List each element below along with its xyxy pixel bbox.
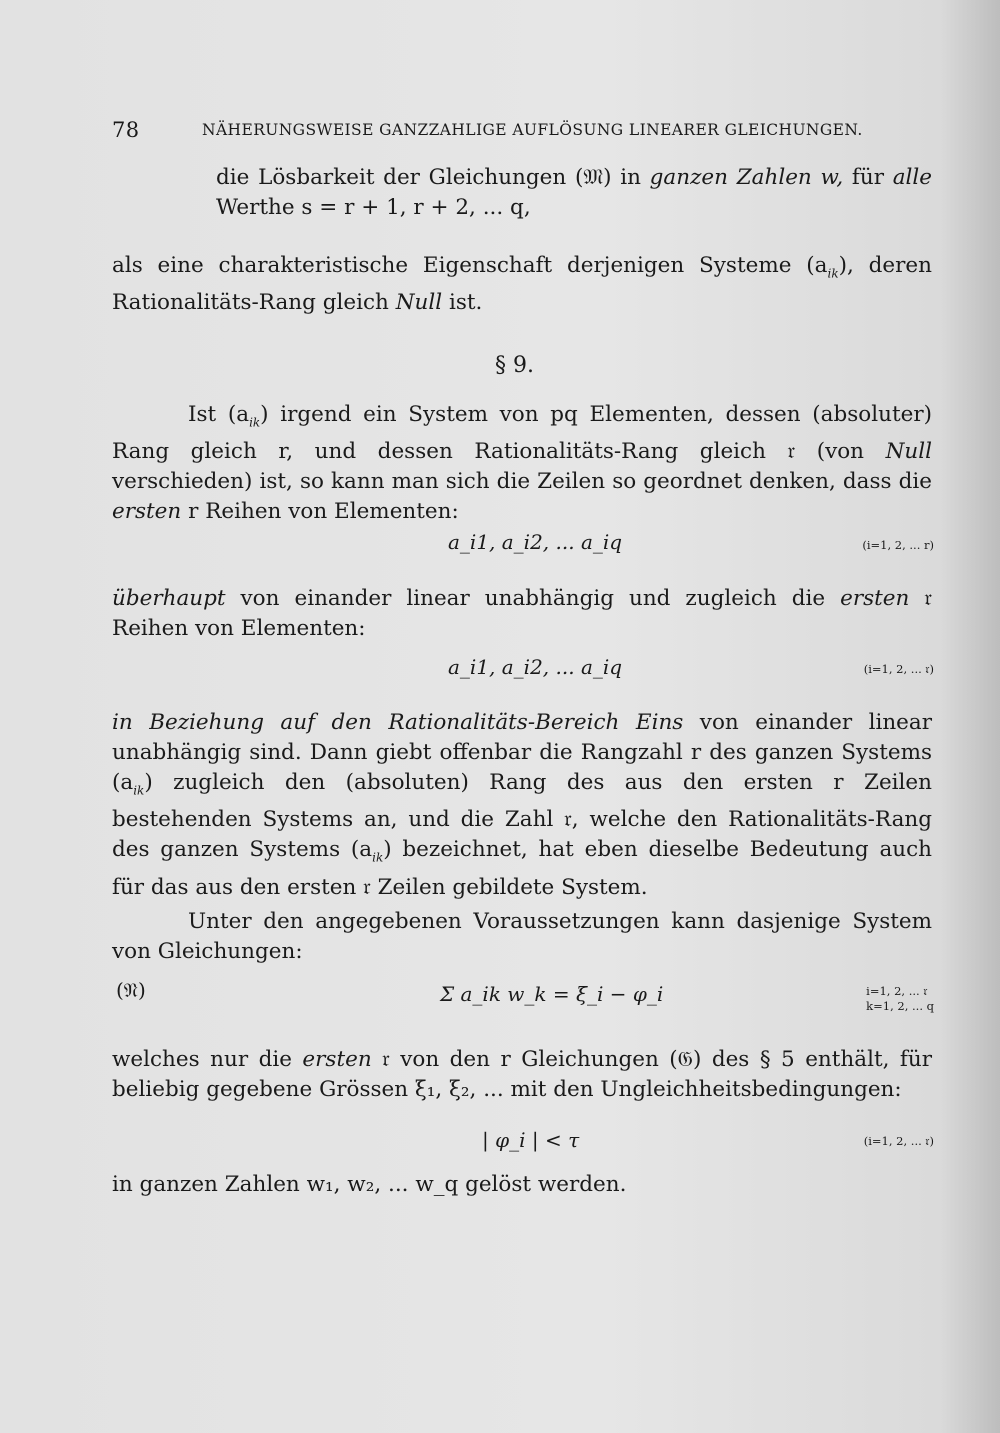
- text-span: ersten: [302, 1047, 372, 1072]
- text-span: von einander linear unabhängig und zugleich die: [225, 586, 841, 611]
- paragraph: Unter den angegebenen Voraussetzungen kann dasjenige System von Gleichungen:: [112, 909, 932, 964]
- paragraph: in ganzen Zahlen w₁, w₂, ... w_q gelöst werden.: [112, 1172, 627, 1197]
- text-span: Null: [395, 290, 443, 316]
- text-span: r Reihen von Elementen:: [181, 499, 459, 525]
- paragraph-1: [112, 400, 932, 527]
- text-span: ersten: [840, 586, 910, 611]
- text-span: in Beziehung auf den Rationalitäts-Bereich Eins: [112, 710, 684, 735]
- formula-1-condition: (i=1, 2, ... r): [862, 538, 934, 552]
- paragraph-2: [112, 584, 932, 644]
- subscript: ik: [133, 783, 145, 798]
- condition-bottom: k=1, 2, ... q: [866, 999, 934, 1013]
- paragraph-5: [112, 1045, 932, 1105]
- text-span: für: [843, 165, 893, 190]
- text-span: alle: [892, 165, 932, 190]
- formula-3: Σ a_ik w_k = ξ_i − φ_i: [440, 982, 664, 1006]
- paragraph: [112, 251, 932, 318]
- paragraph: [112, 584, 932, 644]
- formula-3-label: (𝔑): [116, 978, 146, 1002]
- subscript: ik: [372, 850, 384, 865]
- text-span: von einander linear unabhängig sind. Dann giebt offenbar die Rangzahl r des ganzen Systems (a: [112, 710, 932, 795]
- text-span: überhaupt: [112, 586, 226, 611]
- condition-top: i=1, 2, ... 𝔯: [866, 984, 928, 998]
- text-span: als eine charakteristische Eigenschaft derjenigen Systeme (a: [112, 253, 828, 278]
- text-span: Ist (a: [188, 402, 250, 427]
- paragraph: [112, 1045, 932, 1105]
- text-span: ), deren Rationalitäts-Rang gleich: [112, 253, 932, 316]
- text-span: ist.: [442, 290, 483, 316]
- subscript: ik: [827, 266, 839, 281]
- text-span: verschieden) ist, so kann man sich die Zeilen so geordnet denken, dass die: [112, 469, 932, 495]
- formula-2-condition: (i=1, 2, ... 𝔯): [863, 662, 934, 676]
- paragraph-4: [112, 907, 932, 967]
- text-span: ) irgend ein System von pq Elementen, dessen (absoluter) Rang gleich r, und dessen Rationalitäts-Rang gleich 𝔯 (von: [112, 402, 932, 465]
- text-span: 𝔯 Reihen von Elementen:: [112, 586, 932, 641]
- paragraph-3: [112, 708, 932, 903]
- formula-4: | φ_i | < τ: [482, 1128, 580, 1152]
- section-heading: § 9.: [495, 353, 534, 378]
- text-span: die Lösbarkeit der Gleichungen (𝔐) in: [216, 165, 650, 190]
- paragraph: [112, 708, 932, 903]
- formula-2: a_i1, a_i2, ... a_iq: [448, 655, 623, 679]
- text-span: welches nur die: [112, 1047, 303, 1072]
- text-block-1: [216, 163, 932, 223]
- text-line: Werthe s = r + 1, r + 2, ... q,: [216, 195, 531, 220]
- paragraph-6: [112, 1170, 932, 1200]
- text-block-2: [112, 251, 932, 318]
- paragraph: [112, 400, 932, 527]
- text-span: ) bezeichnet, hat eben dieselbe Bedeutung auch für das aus den ersten 𝔯 Zeilen gebildete System.: [112, 837, 933, 900]
- page-number: 78: [112, 118, 140, 142]
- running-title: NÄHERUNGSWEISE GANZZAHLIGE AUFLÖSUNG LINEARER GLEICHUNGEN.: [202, 121, 863, 139]
- formula-1: a_i1, a_i2, ... a_iq: [448, 530, 623, 554]
- subscript: ik: [249, 415, 261, 430]
- text-line: [216, 163, 932, 193]
- text-span: Null: [885, 439, 932, 465]
- text-span: ersten: [112, 499, 182, 525]
- formula-4-condition: (i=1, 2, ... 𝔯): [863, 1134, 934, 1148]
- text-span: ganzen Zahlen w,: [649, 165, 844, 190]
- formula-3-condition: [866, 984, 934, 1014]
- text-span: 𝔯 von den r Gleichungen (𝔊) des § 5 enthält, für beliebig gegebene Grössen ξ₁, ξ₂, ... mit den Ungleichheitsbedingungen:: [112, 1047, 932, 1102]
- text-span: ) zugleich den (absoluten) Rang des aus den ersten r Zeilen bestehenden Systems an, und die Zahl 𝔯, welche den Rationalitäts-Rang des ganzen Systems (a: [112, 770, 932, 863]
